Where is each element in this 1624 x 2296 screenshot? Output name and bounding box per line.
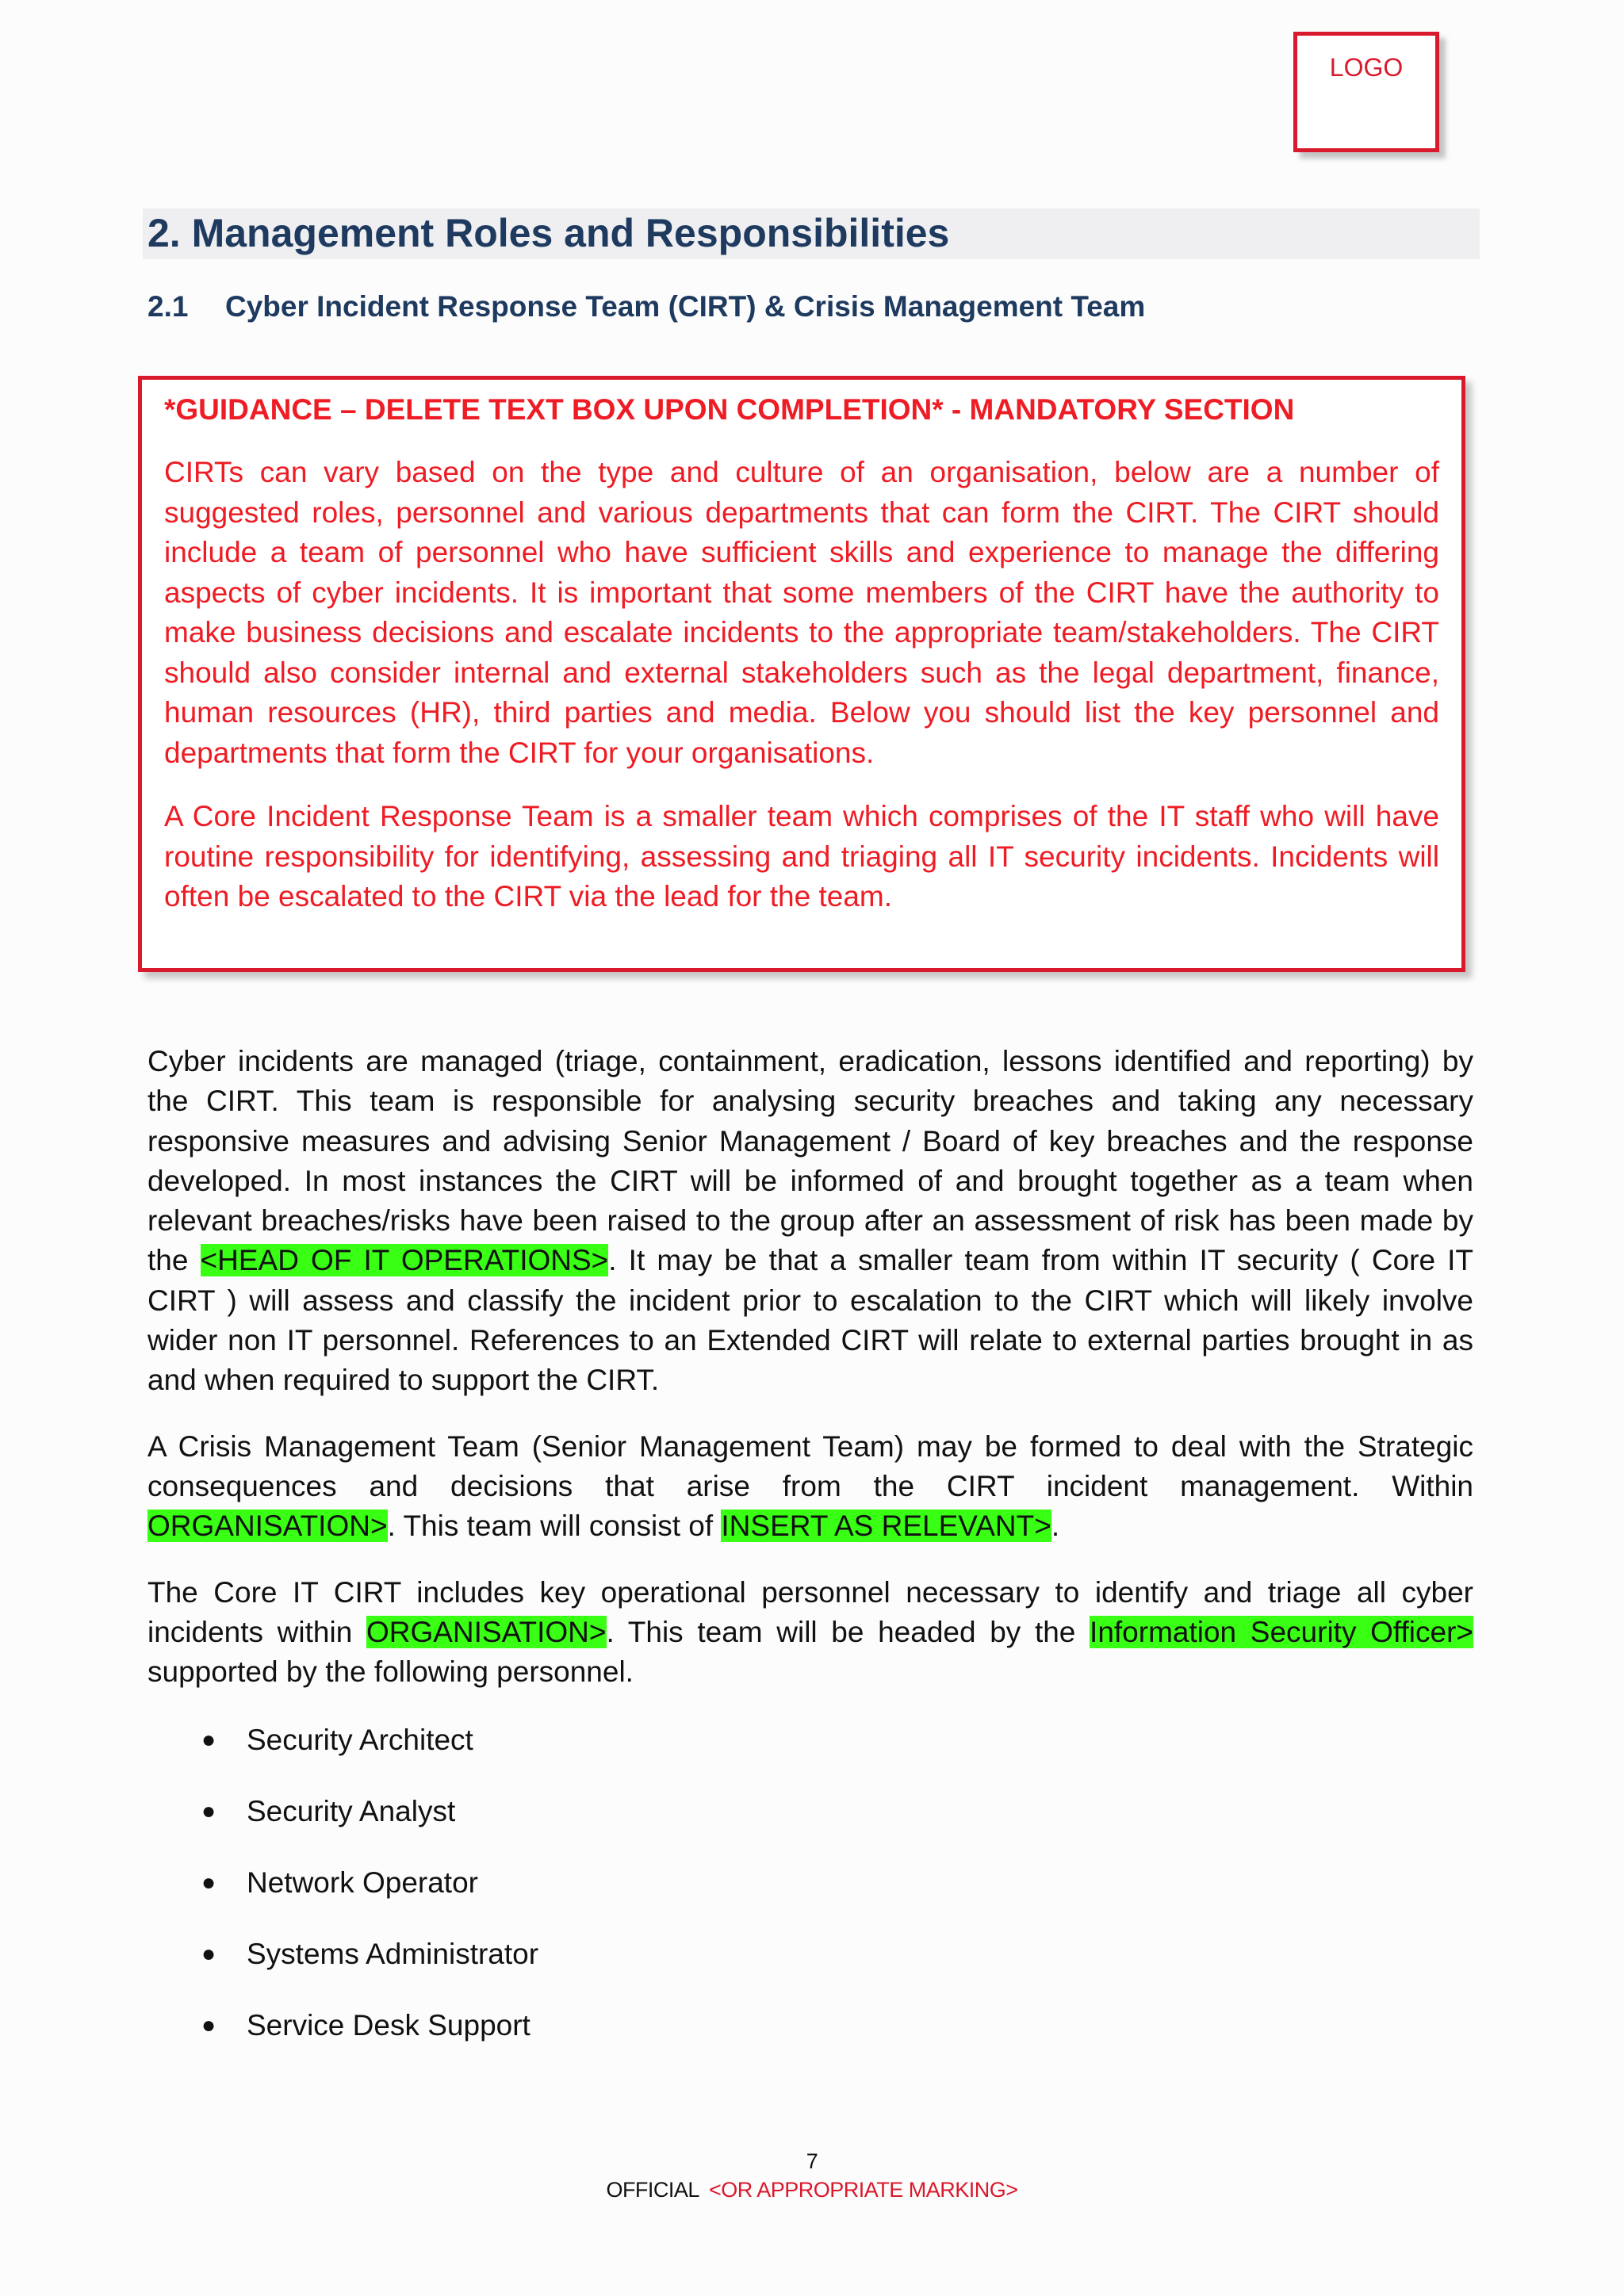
body-paragraph-2 xyxy=(147,1427,1473,1547)
classification-line xyxy=(0,2175,1624,2204)
bullet-icon: ● xyxy=(201,1727,216,1753)
role-label: Service Desk Support xyxy=(247,2009,530,2042)
list-item xyxy=(147,1934,940,1974)
subsection-number: 2.1 xyxy=(147,290,189,323)
logo-placeholder xyxy=(1293,32,1439,152)
placeholder-organisation: ORGANISATION> xyxy=(147,1510,388,1543)
classification-label: OFFICIAL xyxy=(606,2178,699,2202)
body-text-span: supported by the following personnel. xyxy=(147,1655,634,1689)
role-label: Security Architect xyxy=(247,1724,473,1756)
placeholder-head-of-it-operations: <HEAD OF IT OPERATIONS> xyxy=(200,1244,609,1277)
placeholder-information-security-officer: Information Security Officer> xyxy=(1090,1615,1474,1648)
placeholder-insert-as-relevant: INSERT AS RELEVANT> xyxy=(721,1510,1051,1543)
bullet-icon: ● xyxy=(201,2012,216,2038)
body-text-span: A Crisis Management Team (Senior Management Team) may be formed to deal with the Strategic consequences and decisions that arise from the CIRT incident management. Within xyxy=(147,1429,1473,1502)
bullet-icon: ● xyxy=(201,1869,216,1896)
list-item xyxy=(147,2006,940,2045)
role-label: Security Analyst xyxy=(247,1795,456,1827)
roles-list xyxy=(147,1720,940,2077)
body-text-span: . xyxy=(1051,1510,1060,1543)
list-item xyxy=(147,1792,940,1831)
list-item xyxy=(147,1720,940,1760)
bullet-icon: ● xyxy=(201,1798,216,1824)
guidance-title: *GUIDANCE – DELETE TEXT BOX UPON COMPLETION* - MANDATORY SECTION xyxy=(164,393,1295,426)
body-text-span: . This team will consist of xyxy=(387,1510,722,1543)
marking-placeholder: <OR APPROPRIATE MARKING> xyxy=(708,2178,1018,2202)
guidance-text-box xyxy=(138,376,1465,972)
section-heading: 2. Management Roles and Responsibilities xyxy=(147,211,950,255)
guidance-paragraph-2: A Core Incident Response Team is a smaller team which comprises of the IT staff who will have routine responsibility for identifying, assessing and triaging all IT security incidents. Incidents will often be escalated to the CIRT via the lead for the team. xyxy=(164,800,1439,913)
body-text-span: . This team will be headed by the xyxy=(606,1615,1090,1648)
guidance-paragraph-1: CIRTs can vary based on the type and culture of an organisation, below are a number of suggested roles, personnel and various departments that can form the CIRT. The CIRT should include a team of personnel who have sufficient skills and experience to manage the differing aspects of cyber incidents. It is important that some members of the CIRT have the authority to make business decisions and escalate incidents to the appropriate team/stakeholders. The CIRT should also consider internal and external stakeholders such as the legal department, finance, human resources (HR), third parties and media. Below you should list the key personnel and departments that form the CIRT for your organisations. xyxy=(164,456,1439,769)
placeholder-organisation: ORGANISATION> xyxy=(366,1615,607,1648)
body-text-span: Cyber incidents are managed (triage, containment, eradication, lessons identified and reporting) by the CIRT. This team is responsible for analysing security breaches and taking any necessary responsive measures and advising Senior Management / Board of key breaches and the response developed. In most instances the CIRT will be informed of and brought together as a team when relevant breaches/risks have been raised to the group after an assessment of risk has been made by the xyxy=(147,1045,1473,1277)
body-text-span: The Core IT CIRT includes key operational personnel necessary to identify and triage all cyber incidents within xyxy=(147,1575,1473,1648)
body-paragraph-1 xyxy=(147,1042,1473,1401)
page-footer xyxy=(0,2147,1624,2204)
page-number: 7 xyxy=(806,2149,818,2173)
body-paragraph-3 xyxy=(147,1573,1473,1693)
subsection-heading xyxy=(147,289,1145,324)
subsection-title: Cyber Incident Response Team (CIRT) & Crisis Management Team xyxy=(225,290,1146,323)
body-text xyxy=(147,1042,1473,1718)
body-text-span: . It may be that a smaller team from within IT security ( Core IT CIRT ) will assess and classify the incident prior to escalation to the CIRT which will likely involve wider non IT personnel. References to an Extended CIRT will relate to external parties brought in as and when required to support the CIRT. xyxy=(147,1244,1474,1397)
role-label: Network Operator xyxy=(247,1866,478,1899)
bullet-icon: ● xyxy=(201,1941,216,1967)
role-label: Systems Administrator xyxy=(247,1938,539,1970)
list-item xyxy=(147,1863,940,1903)
logo-label: LOGO xyxy=(1329,53,1404,82)
